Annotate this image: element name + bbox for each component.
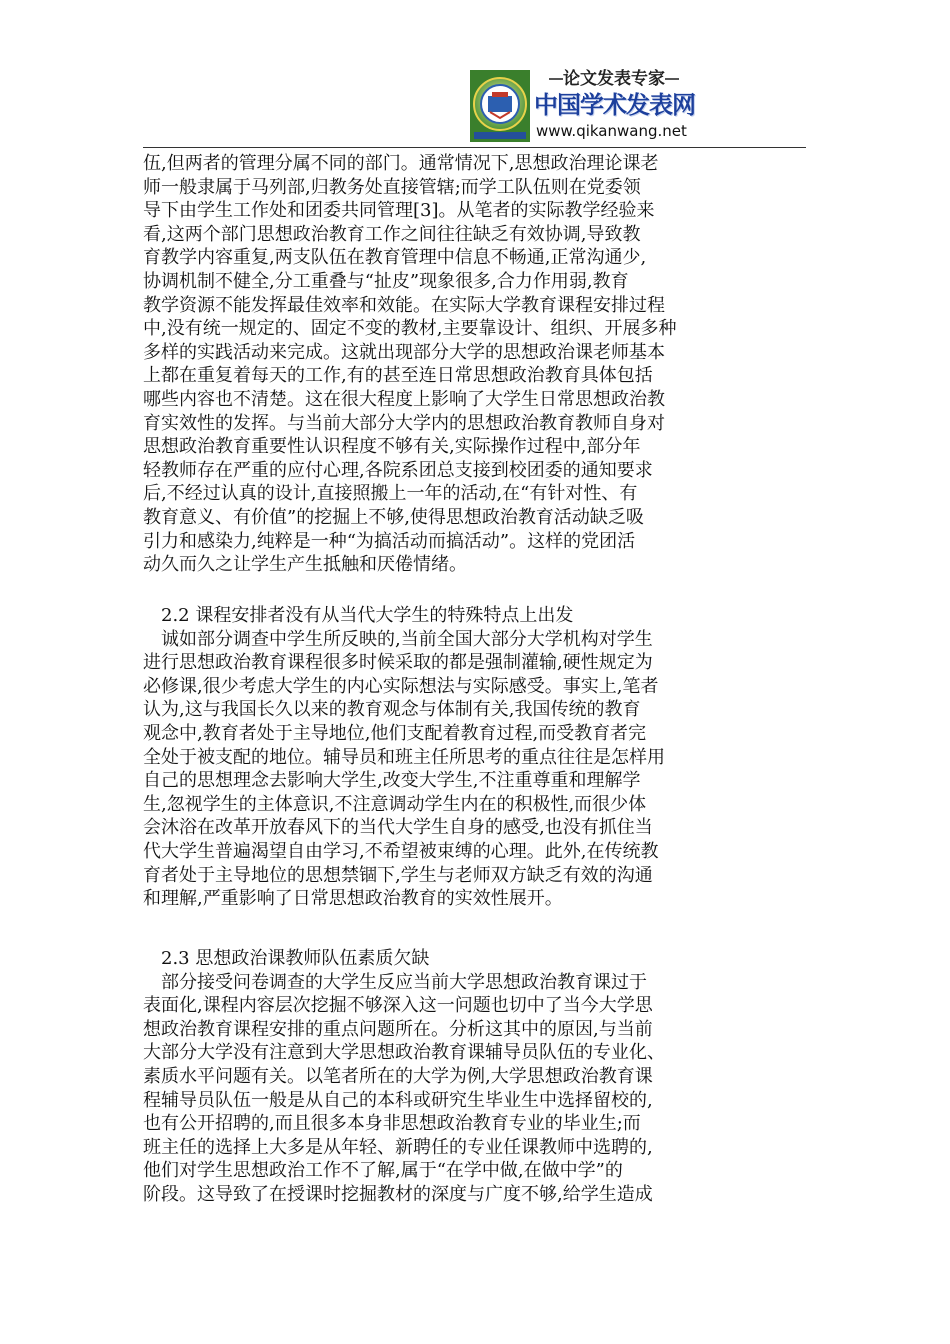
text-line: 后,不经过认真的设计,直接照搬上一年的活动,在“有针对性、有 bbox=[143, 483, 638, 505]
paragraph-continuation bbox=[143, 152, 808, 577]
text-line: 育者处于主导地位的思想禁锢下,学生与老师双方缺乏有效的沟通 bbox=[143, 864, 653, 886]
text-line: 必修课,很少考虑大学生的内心实际想法与实际感受。事实上,笔者 bbox=[143, 675, 659, 697]
text-line: 程辅导员队伍一般是从自己的本科或研究生毕业生中选择留校的, bbox=[143, 1089, 653, 1111]
text-line: 想政治教育课程安排的重点问题所在。分析这其中的原因,与当前 bbox=[143, 1018, 653, 1040]
text-line: 也有公开招聘的,而且很多本身非思想政治教育专业的毕业生;而 bbox=[143, 1113, 641, 1135]
section-2-2 bbox=[143, 604, 808, 911]
text-line: 诚如部分调查中学生所反映的,当前全国大部分大学机构对学生 bbox=[143, 628, 653, 650]
site-logo[interactable] bbox=[470, 66, 700, 146]
text-line: 教育意义、有价值”的挖掘上不够,使得思想政治教育活动缺乏吸 bbox=[143, 506, 644, 528]
text-line: 代大学生普遍渴望自由学习,不希望被束缚的心理。此外,在传统教 bbox=[143, 840, 659, 862]
text-line: 观念中,教育者处于主导地位,他们支配着教育过程,而受教育者完 bbox=[143, 722, 647, 744]
text-line: 教学资源不能发挥最佳效率和效能。在实际大学教育课程安排过程 bbox=[143, 294, 665, 316]
text-line: 表面化,课程内容层次挖掘不够深入这一问题也切中了当今大学思 bbox=[143, 995, 653, 1017]
text-line: 阶段。这导致了在授课时挖掘教材的深度与广度不够,给学生造成 bbox=[143, 1183, 653, 1205]
dash-right-icon bbox=[665, 78, 679, 80]
section-2-3 bbox=[143, 947, 808, 1207]
text-line: 育实效性的发挥。与当前大部分大学内的思想政治教育教师自身对 bbox=[143, 412, 665, 434]
dash-left-icon bbox=[549, 78, 563, 80]
logo-url[interactable]: www.qikanwang.net bbox=[536, 122, 687, 140]
text-line: 协调机制不健全,分工重叠与“扯皮”现象很多,合力作用弱,教育 bbox=[143, 270, 629, 292]
text-line: 他们对学生思想政治工作不了解,属于“在学中做,在做中学”的 bbox=[143, 1160, 623, 1182]
text-line: 全处于被支配的地位。辅导员和班主任所思考的重点往往是怎样用 bbox=[143, 746, 665, 768]
emblem-icon bbox=[470, 70, 530, 142]
logo-site-name: 中国学术发表网 bbox=[534, 91, 695, 119]
text-line: 大部分大学没有注意到大学思想政治教育课辅导员队伍的专业化、 bbox=[143, 1042, 665, 1064]
section-heading: 2.3 思想政治课教师队伍素质欠缺 bbox=[143, 948, 430, 969]
header-divider bbox=[143, 147, 806, 148]
text-line: 认为,这与我国长久以来的教育观念与体制有关,我国传统的教育 bbox=[143, 699, 641, 721]
text-line: 育教学内容重复,两支队伍在教育管理中信息不畅通,正常沟通少, bbox=[143, 247, 647, 269]
text-line: 师一般隶属于马列部,归教务处直接管辖;而学工队伍则在党委领 bbox=[143, 176, 641, 198]
text-line: 班主任的选择上大多是从年轻、新聘任的专业任课教师中选聘的, bbox=[143, 1136, 653, 1158]
text-line: 和理解,严重影响了日常思想政治教育的实效性展开。 bbox=[143, 888, 563, 910]
logo-tagline-text: 论文发表专家 bbox=[563, 69, 665, 89]
text-line: 素质水平问题有关。以笔者所在的大学为例,大学思想政治教育课 bbox=[143, 1065, 653, 1087]
text-line: 看,这两个部门思想政治教育工作之间往往缺乏有效协调,导致教 bbox=[143, 223, 641, 245]
text-line: 思想政治教育重要性认识程度不够有关,实际操作过程中,部分年 bbox=[143, 436, 641, 458]
text-line: 会沐浴在改革开放春风下的当代大学生自身的感受,也没有抓住当 bbox=[143, 817, 653, 839]
text-line: 自己的思想理念去影响大学生,改变大学生,不注重尊重和理解学 bbox=[143, 770, 641, 792]
text-line: 轻教师存在严重的应付心理,各院系团总支接到校团委的通知要求 bbox=[143, 459, 653, 481]
logo-tagline bbox=[534, 68, 694, 90]
text-line: 上都在重复着每天的工作,有的甚至连日常思想政治教育具体包括 bbox=[143, 365, 653, 387]
text-line: 伍,但两者的管理分属不同的部门。通常情况下,思想政治理论课老 bbox=[143, 153, 659, 174]
text-line: 多样的实践活动来完成。这就出现部分大学的思想政治课老师基本 bbox=[143, 341, 665, 363]
text-line: 导下由学生工作处和团委共同管理[3]。从笔者的实际教学经验来 bbox=[143, 200, 655, 222]
text-line: 中,没有统一规定的、固定不变的教材,主要靠设计、组织、开展多种 bbox=[143, 318, 677, 340]
text-line: 动久而久之让学生产生抵触和厌倦情绪。 bbox=[143, 554, 467, 576]
text-line: 引力和感染力,纯粹是一种“为搞活动而搞活动”。这样的党团活 bbox=[143, 530, 636, 552]
text-line: 哪些内容也不清楚。这在很大程度上影响了大学生日常思想政治教 bbox=[143, 388, 665, 410]
text-line: 部分接受问卷调查的大学生反应当前大学思想政治教育课过于 bbox=[143, 971, 647, 993]
section-heading: 2.2 课程安排者没有从当代大学生的特殊特点上出发 bbox=[143, 605, 574, 626]
text-line: 生,忽视学生的主体意识,不注意调动学生内在的积极性,而很少体 bbox=[143, 793, 647, 815]
text-line: 进行思想政治教育课程很多时候采取的都是强制灌输,硬性规定为 bbox=[143, 652, 653, 674]
